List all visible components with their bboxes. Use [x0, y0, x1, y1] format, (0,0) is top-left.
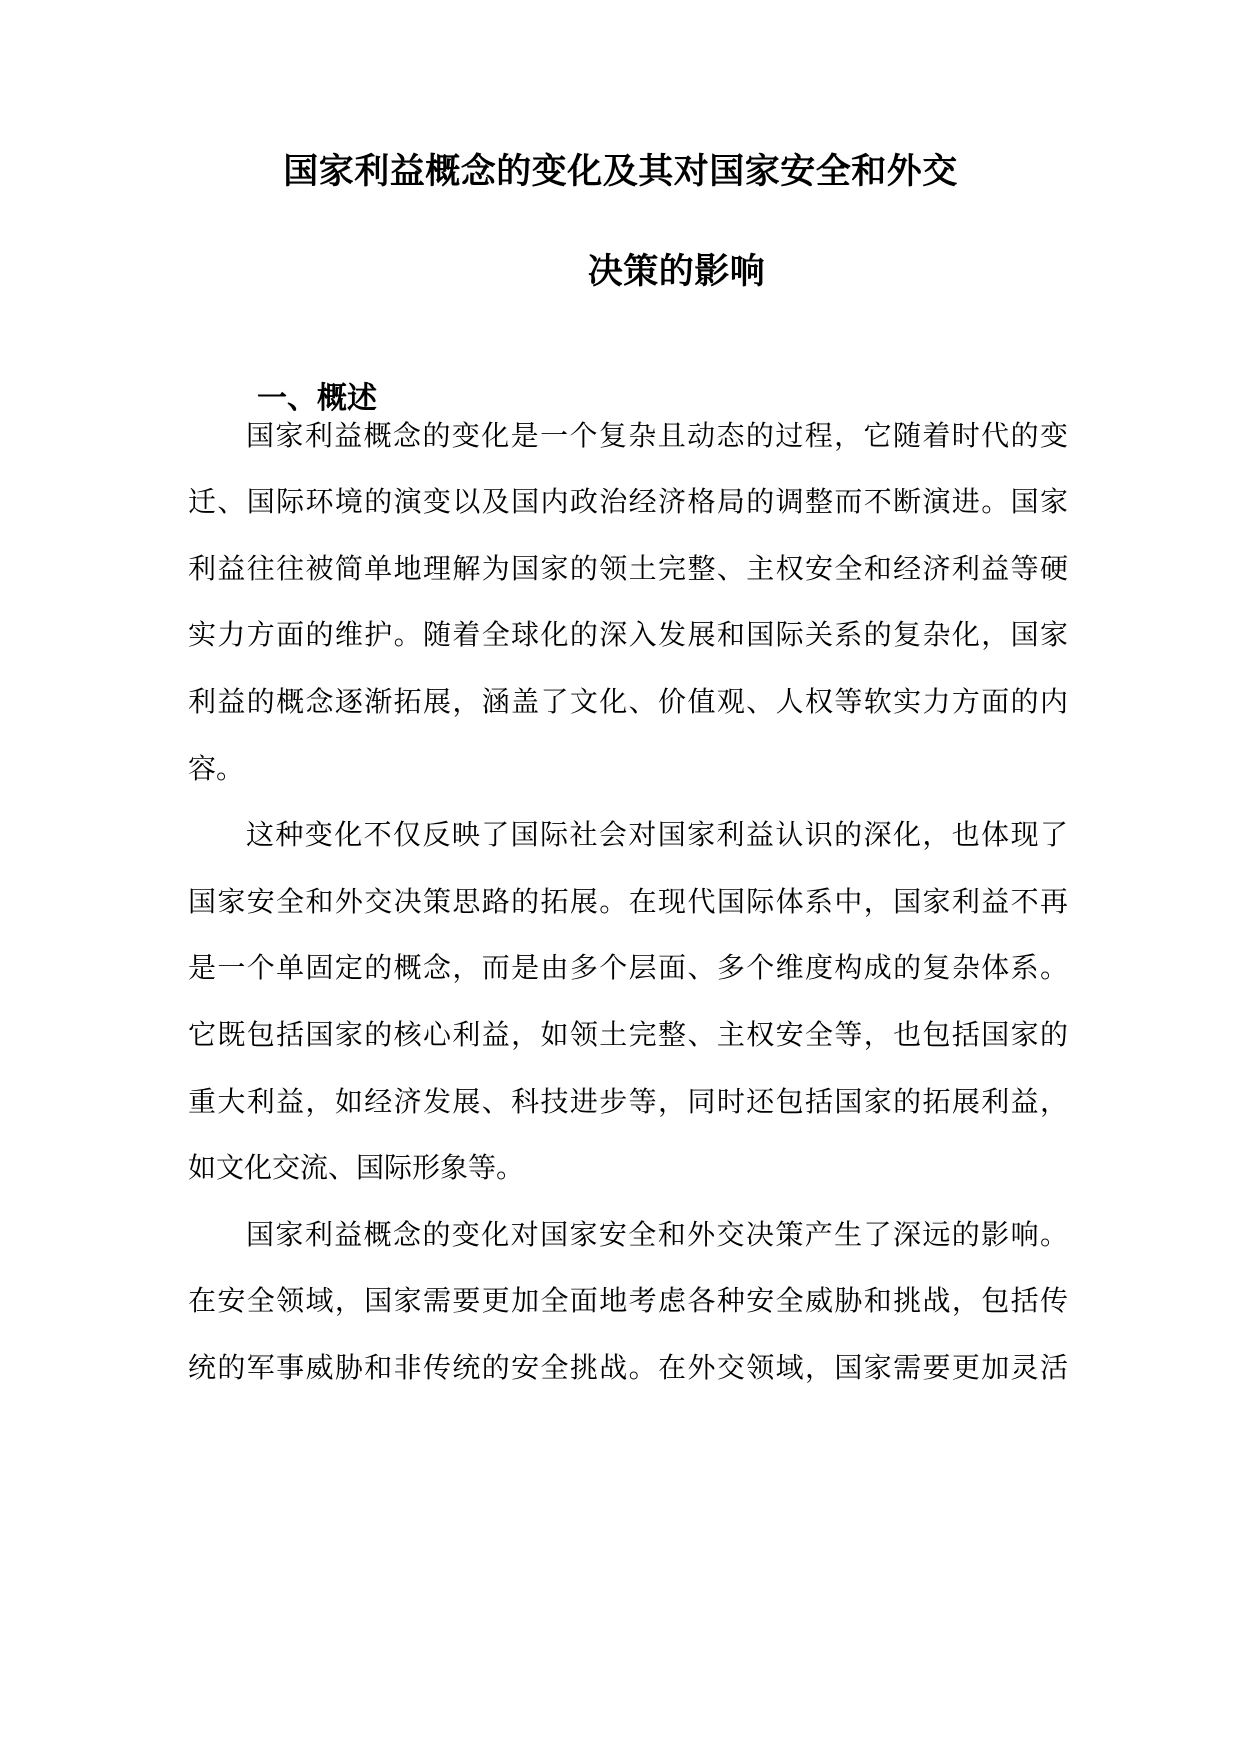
paragraph-1-line-6: 容。: [188, 752, 245, 785]
paragraph-1-line-4: 实力方面的维护。随着全球化的深入发展和国际关系的复杂化，国家: [188, 618, 1068, 651]
paragraph-1-line-5: 利益的概念逐渐拓展，涵盖了文化、价值观、人权等软实力方面的内: [188, 685, 1068, 718]
paragraph-1-line-1: 国家利益概念的变化是一个复杂且动态的过程，它随着时代的变: [246, 419, 1068, 452]
paragraph-2-line-1: 这种变化不仅反映了国际社会对国家利益认识的深化，也体现了: [246, 818, 1068, 851]
paragraph-1-line-2: 迁、国际环境的演变以及国内政治经济格局的调整而不断演进。国家: [188, 485, 1068, 518]
paragraph-2-line-5: 重大利益，如经济发展、科技进步等，同时还包括国家的拓展利益，: [188, 1085, 1068, 1118]
section-heading: 一、概述: [257, 381, 377, 416]
paragraph-3-line-2: 在安全领域，国家需要更加全面地考虑各种安全威胁和挑战，包括传: [188, 1284, 1068, 1317]
paragraph-3-line-3: 统的军事威胁和非传统的安全挑战。在外交领域，国家需要更加灵活: [188, 1351, 1068, 1384]
paragraph-2-line-4: 它既包括国家的核心利益，如领土完整、主权安全等，也包括国家的: [188, 1018, 1068, 1051]
document-title-line-1: 国家利益概念的变化及其对国家安全和外交: [283, 152, 958, 192]
paragraph-2-line-3: 是一个单固定的概念，而是由多个层面、多个维度构成的复杂体系。: [188, 951, 1068, 984]
paragraph-2-line-2: 国家安全和外交决策思路的拓展。在现代国际体系中，国家利益不再: [188, 885, 1068, 918]
document-title-line-2: 决策的影响: [587, 252, 766, 292]
paragraph-2-line-6: 如文化交流、国际形象等。: [188, 1151, 525, 1184]
paragraph-1-line-3: 利益往往被简单地理解为国家的领土完整、主权安全和经济利益等硬: [188, 552, 1068, 585]
paragraph-3-line-1: 国家利益概念的变化对国家安全和外交决策产生了深远的影响。: [246, 1218, 1068, 1251]
